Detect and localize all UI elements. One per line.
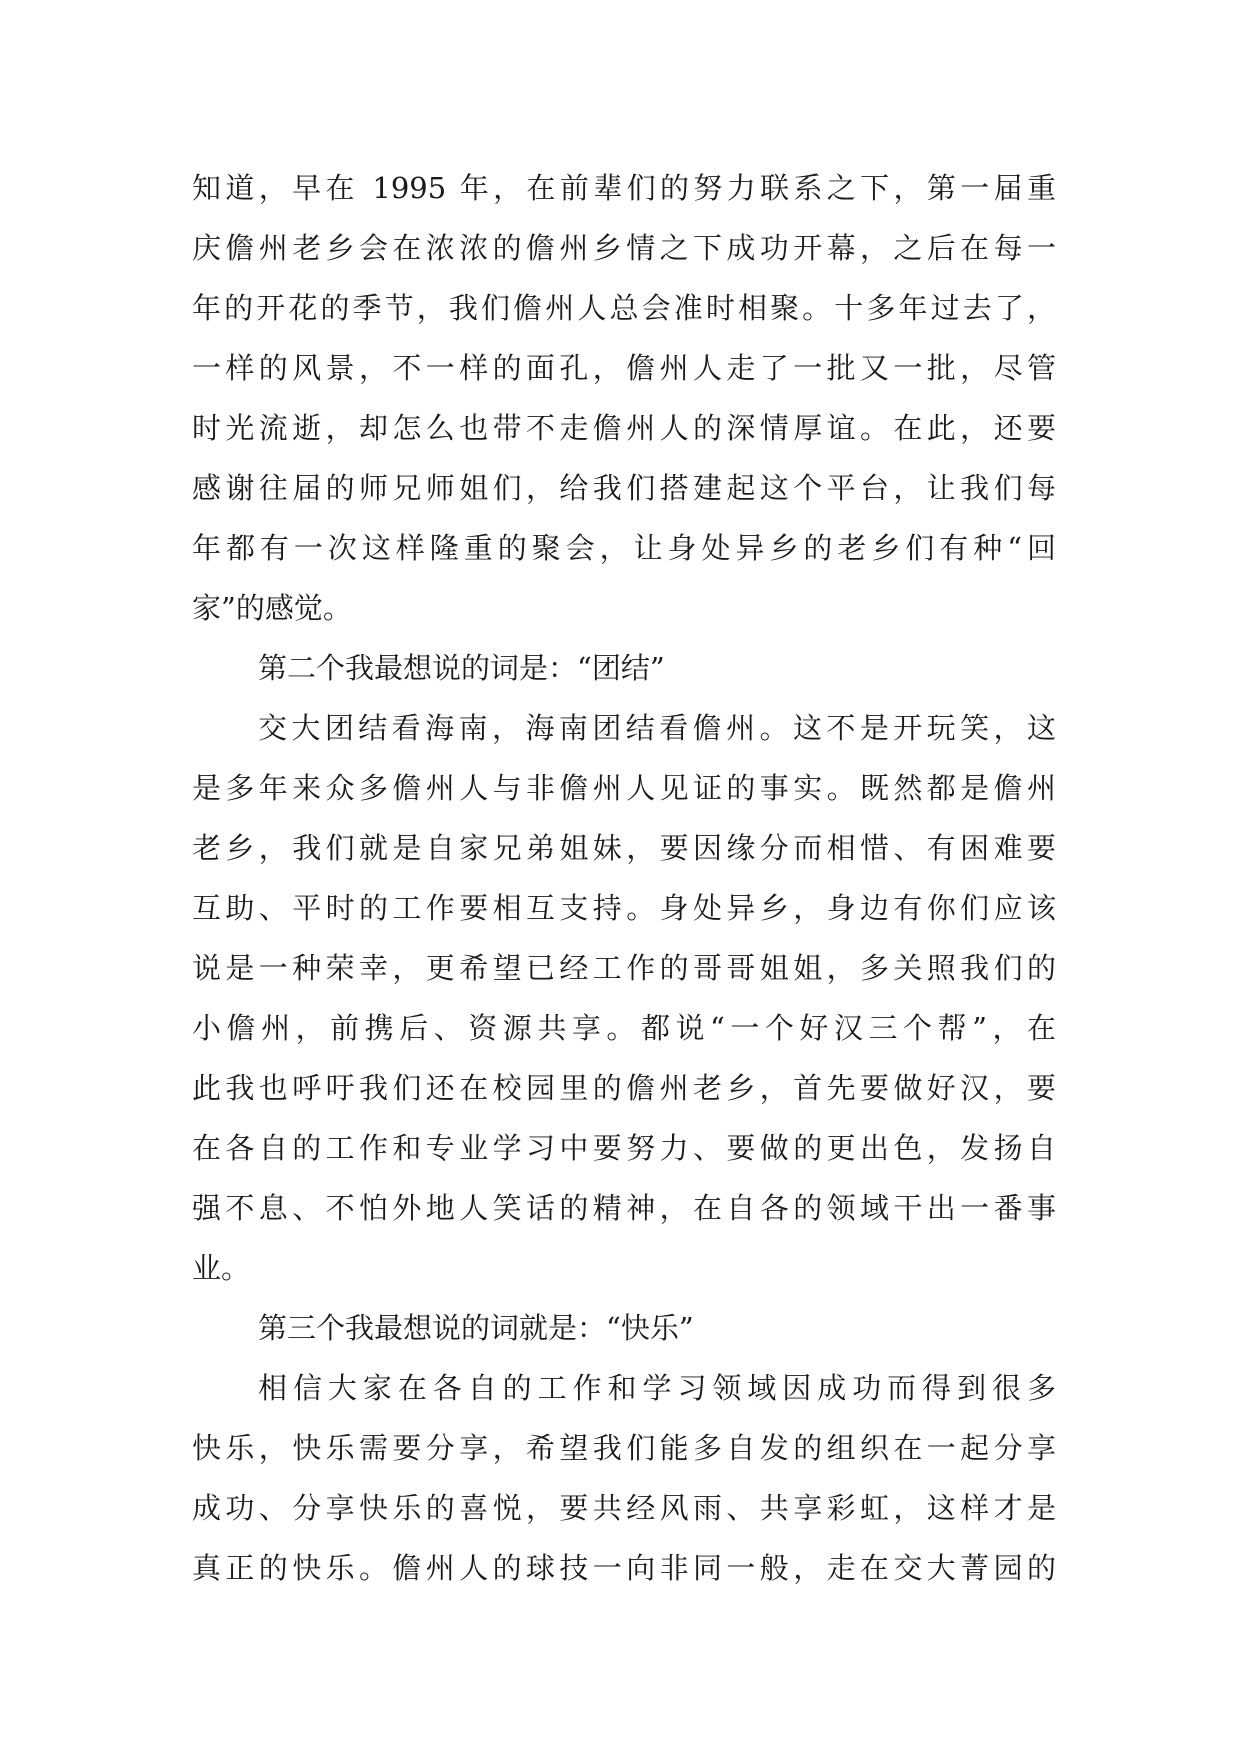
- text-line: 业。: [192, 1251, 251, 1285]
- text-line: 年都有一次这样隆重的聚会，让身处异乡的老乡们有种“回: [192, 531, 1056, 565]
- text-line: 第二个我最想说的词是：“团结”: [258, 651, 665, 685]
- text-line: 快乐，快乐需要分享，希望我们能多自发的组织在一起分享: [192, 1431, 1056, 1465]
- text-line: 在各自的工作和专业学习中要努力、要做的更出色，发扬自: [192, 1131, 1056, 1165]
- text-line: 老乡，我们就是自家兄弟姐妹，要因缘分而相惜、有困难要: [192, 831, 1056, 865]
- text-line: 交大团结看海南，海南团结看儋州。这不是开玩笑，这: [258, 711, 1056, 745]
- text-line: 知道，早在 1995 年，在前辈们的努力联系之下，第一届重: [192, 171, 1056, 205]
- text-line: 此我也呼吁我们还在校园里的儋州老乡，首先要做好汉，要: [192, 1071, 1056, 1105]
- text-line: 庆儋州老乡会在浓浓的儋州乡情之下成功开幕，之后在每一: [192, 231, 1056, 265]
- text-line: 成功、分享快乐的喜悦，要共经风雨、共享彩虹，这样才是: [192, 1491, 1056, 1525]
- text-line: 互助、平时的工作要相互支持。身处异乡，身边有你们应该: [192, 891, 1056, 925]
- text-line: 第三个我最想说的词就是：“快乐”: [258, 1311, 694, 1345]
- text-line: 家”的感觉。: [192, 591, 352, 625]
- text-line: 小儋州，前携后、资源共享。都说“一个好汉三个帮”，在: [192, 1011, 1056, 1045]
- text-line: 一样的风景，不一样的面孔，儋州人走了一批又一批，尽管: [192, 351, 1056, 385]
- text-line: 感谢往届的师兄师姐们，给我们搭建起这个平台，让我们每: [192, 471, 1056, 505]
- text-line: 真正的快乐。儋州人的球技一向非同一般，走在交大菁园的: [192, 1551, 1056, 1585]
- body-text: [192, 158, 1056, 1598]
- text-line: 是多年来众多儋州人与非儋州人见证的事实。既然都是儋州: [192, 771, 1056, 805]
- text-line: 时光流逝，却怎么也带不走儋州人的深情厚谊。在此，还要: [192, 411, 1056, 445]
- text-line: 相信大家在各自的工作和学习领域因成功而得到很多: [258, 1371, 1056, 1405]
- text-line: 年的开花的季节，我们儋州人总会准时相聚。十多年过去了，: [192, 291, 1056, 325]
- text-line: 说是一种荣幸，更希望已经工作的哥哥姐姐，多关照我们的: [192, 951, 1056, 985]
- text-line: 强不息、不怕外地人笑话的精神，在自各的领域干出一番事: [192, 1191, 1056, 1225]
